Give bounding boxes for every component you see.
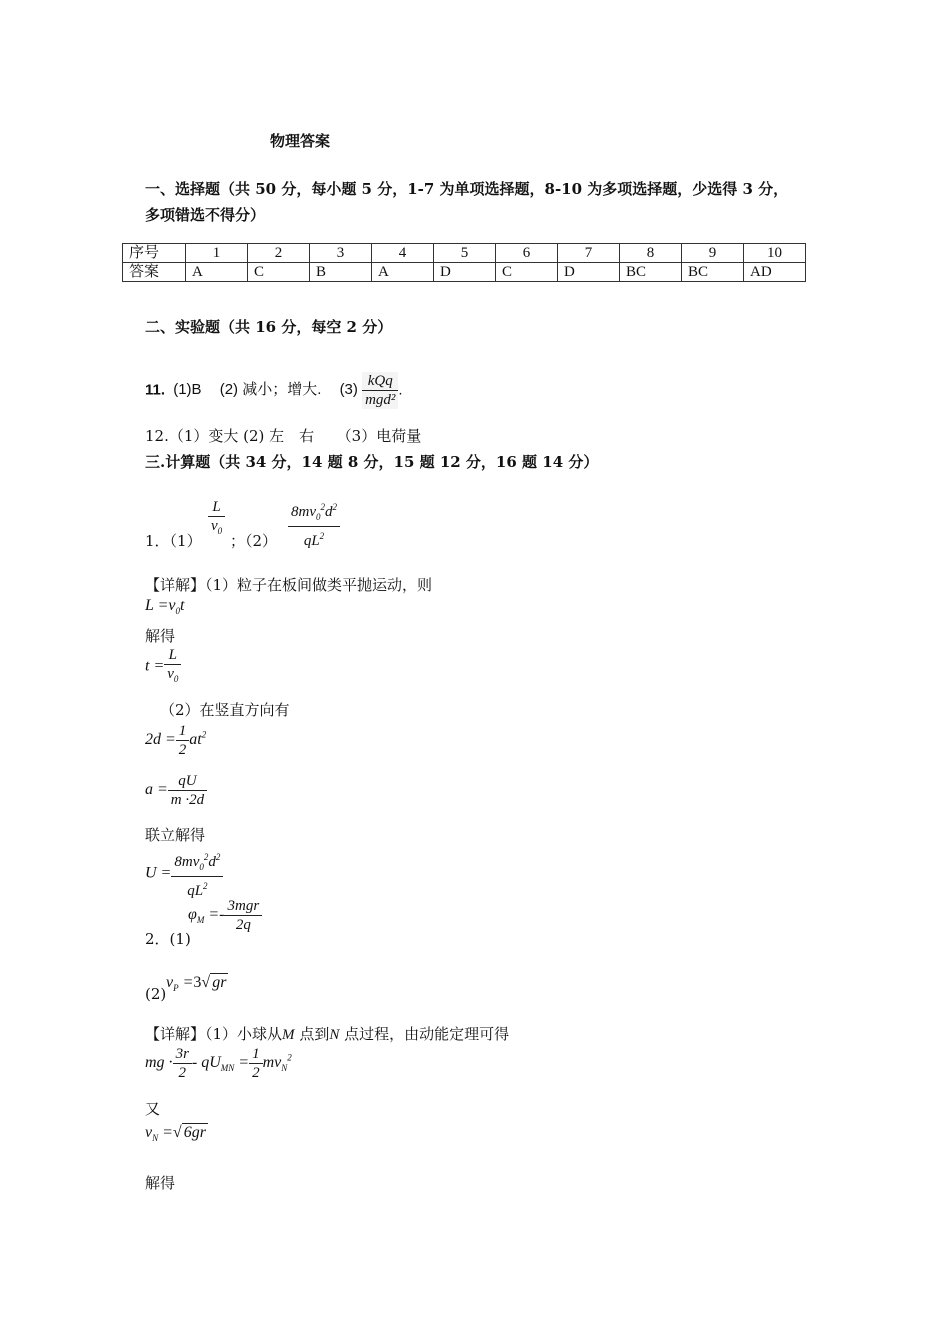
table-cell: 8 (620, 244, 682, 263)
answer-table (122, 243, 806, 282)
table-cell: BC (682, 263, 744, 282)
q11-part1: (1)B (173, 381, 202, 399)
p2-detail (145, 1023, 509, 1044)
p2-detail-c: 点过程，由动能定理可得 (339, 1025, 510, 1043)
table-cell: 1 (186, 244, 248, 263)
table-cell: 2 (248, 244, 310, 263)
p2-label: 2．(1) (145, 930, 191, 948)
section3-heading: 三.计算题（共 34 分，14 题 8 分，15 题 12 分，16 题 14 分） (145, 453, 599, 471)
q11-answer (145, 372, 403, 409)
q11-tail: . (398, 381, 403, 399)
page-title: 物理答案 (270, 132, 331, 150)
table-cell: 7 (558, 244, 620, 263)
table-row-answers (123, 263, 806, 282)
p2-again: 又 (145, 1100, 161, 1118)
q12-answer: 12.（1）变大 (2) 左 右 （3）电荷量 (145, 427, 422, 445)
p1-label: 1．（1） (145, 532, 202, 550)
table-cell: 9 (682, 244, 744, 263)
p1-solve: 解得 (145, 627, 176, 645)
p2-label2: (2) (145, 985, 167, 1003)
table-cell: C (248, 263, 310, 282)
p2-eq-energy: mg · $\frac{3r}{2}$ - $qU_{MN}$ = $\frac{1}{2}$ $mv_N^2$ (145, 1046, 292, 1081)
q11-number: 11. (145, 381, 166, 399)
p2-detail-b: 点到 (294, 1025, 330, 1043)
section1-heading-line2: 多项错选不得分） (145, 206, 266, 224)
section2-heading: 二、实验题（共 16 分，每空 2 分） (145, 318, 393, 336)
p1-eq-t: t = $\frac{L}{v_0}$ (145, 646, 181, 688)
table-cell: D (434, 263, 496, 282)
table-row-label: 答案 (123, 263, 186, 282)
p2-solve: 解得 (145, 1174, 176, 1192)
table-row-numbers (123, 244, 806, 263)
table-row-label: 序号 (123, 244, 186, 263)
table-cell: B (310, 263, 372, 282)
table-cell: C (496, 263, 558, 282)
p1-separator: ；（2） (230, 532, 278, 550)
p1-eq-2d: 2d = $\frac{1}{2}$ $at^2$ (145, 723, 207, 758)
p1-answer2: $\frac{8mv_0^2d^2}{qL^2}$ (288, 498, 340, 550)
p1-answer1: $\frac{L}{v_0}$ (208, 498, 225, 540)
p1-detail: 【详解】（1）粒子在板间做类平抛运动，则 (145, 576, 433, 594)
section1-heading-line1: 一、选择题（共 50 分，每小题 5 分，1-7 为单项选择题，8-10 为多项选择题，少选得 3 分， (145, 180, 789, 198)
q11-fraction-num: kQq (362, 372, 398, 391)
q11-part3-label: (3) (339, 381, 358, 399)
q11-fraction (362, 372, 398, 409)
table-cell: A (372, 263, 434, 282)
p1-eq-a: a = $\frac{qU}{m \cdot 2d}$ (145, 772, 207, 809)
table-cell: 3 (310, 244, 372, 263)
table-cell: A (186, 263, 248, 282)
p2-point-M: M (282, 1027, 295, 1043)
p2-answer2: $v_P =3√$ gr (166, 974, 227, 994)
q11-fraction-den: mgd² (365, 392, 396, 408)
p1-vertical: （2）在竖直方向有 (160, 701, 290, 719)
p2-eq-vN: $v_N$ =√ 6gr (145, 1124, 206, 1144)
p1-combined: 联立解得 (145, 826, 206, 844)
table-cell: 4 (372, 244, 434, 263)
p2-point-N: N (329, 1027, 340, 1043)
q11-part2: (2) 减小；增大. (219, 381, 322, 399)
table-cell: AD (744, 263, 806, 282)
table-cell: BC (620, 263, 682, 282)
table-cell: 5 (434, 244, 496, 263)
table-cell: 10 (744, 244, 806, 263)
p2-answer1: $\varphi_M$ =- $\frac{\text{3mgr}}{2q}$ (188, 897, 262, 934)
p2-detail-a: 【详解】（1）小球从 (145, 1025, 283, 1043)
table-cell: 6 (496, 244, 558, 263)
p1-eq-L: $L =v_0t$ (145, 597, 185, 617)
table-cell: D (558, 263, 620, 282)
p1-eq-U: U = $\frac{8mv_0^2d^2}{qL^2}$ (145, 848, 223, 900)
